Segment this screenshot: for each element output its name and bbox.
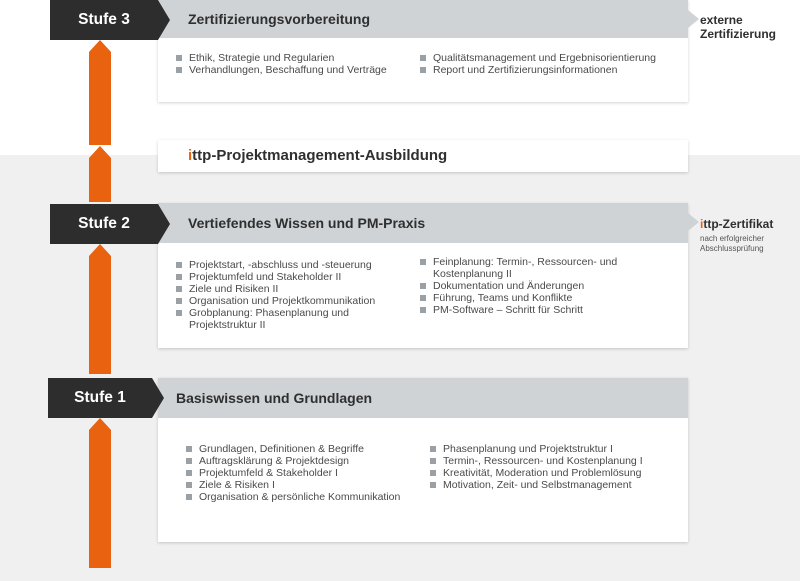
- list-item: Projektumfeld & Stakeholder I: [186, 467, 406, 479]
- program-banner: [158, 140, 688, 172]
- bullet-icon: [186, 446, 192, 452]
- stufe3-side-label: externe Zertifizierung: [700, 13, 777, 41]
- list-item: Projektstart, -abschluss und -steuerung: [176, 259, 411, 271]
- stufe1-left-list: [186, 443, 406, 503]
- list-item: Dokumentation und Änderungen: [420, 280, 660, 292]
- bullet-icon: [430, 470, 436, 476]
- stufe3-badge: Stufe 3: [50, 0, 158, 40]
- badge-arrow-icon: [158, 0, 170, 40]
- list-item: Ziele und Risiken II: [176, 283, 411, 295]
- bullet-icon: [420, 259, 426, 265]
- orange-bar-stufe3-lower: [89, 146, 111, 202]
- stufe3-title: Zertifizierungsvorbereitung: [188, 11, 371, 27]
- list-item: Verhandlungen, Beschaffung und Verträge: [176, 64, 401, 76]
- badge-arrow-icon: [152, 378, 164, 418]
- list-item: Ethik, Strategie und Regularien: [176, 52, 401, 64]
- orange-bar-stufe1: [89, 418, 111, 568]
- orange-bar-stufe2: [89, 244, 111, 374]
- stufe2-title: Vertiefendes Wissen und PM-Praxis: [188, 215, 426, 231]
- list-item: Report und Zertifizierungsinformationen: [420, 64, 660, 76]
- orange-bar-stufe3: [89, 40, 111, 145]
- bullet-icon: [176, 298, 182, 304]
- bullet-icon: [176, 286, 182, 292]
- stufe3-right-list: [420, 52, 660, 76]
- stufe2-card: [158, 203, 688, 348]
- list-item: Auftragsklärung & Projektdesign: [186, 455, 406, 467]
- list-item: Ziele & Risiken I: [186, 479, 406, 491]
- stufe1-card: [158, 378, 688, 542]
- bullet-icon: [176, 262, 182, 268]
- list-item: Motivation, Zeit- und Selbstmanagement: [430, 479, 660, 491]
- bullet-icon: [186, 494, 192, 500]
- stufe1-right-list: [430, 443, 660, 491]
- bullet-icon: [430, 446, 436, 452]
- stufe2-side-arrow-icon: [688, 213, 699, 231]
- list-item: Phasenplanung und Projektstruktur I: [430, 443, 660, 455]
- bullet-icon: [176, 310, 182, 316]
- list-item: Organisation & persönliche Kommunikation: [186, 491, 406, 503]
- list-item: Organisation und Projektkommunikation: [176, 295, 411, 307]
- bullet-icon: [176, 274, 182, 280]
- list-item: Kreativität, Moderation und Problemlösung: [430, 467, 660, 479]
- stufe2-side-label: ittp-Zertifikat: [700, 217, 774, 231]
- bullet-icon: [420, 295, 426, 301]
- program-title: ittp-Projektmanagement-Ausbildung: [188, 147, 448, 164]
- bullet-icon: [430, 458, 436, 464]
- list-item: Feinplanung: Termin-, Ressourcen- und Kostenplanung II: [420, 256, 660, 280]
- bullet-icon: [186, 470, 192, 476]
- bullet-icon: [186, 482, 192, 488]
- bullet-icon: [420, 283, 426, 289]
- bullet-icon: [420, 307, 426, 313]
- bullet-icon: [176, 67, 182, 73]
- stufe2-badge: Stufe 2: [50, 204, 158, 244]
- list-item: Grobplanung: Phasenplanung und Projektstruktur II: [176, 307, 411, 331]
- bullet-icon: [430, 482, 436, 488]
- bullet-icon: [420, 55, 426, 61]
- list-item: Termin-, Ressourcen- und Kostenplanung I: [430, 455, 660, 467]
- list-item: Projektumfeld und Stakeholder II: [176, 271, 411, 283]
- stufe3-card: [158, 0, 688, 102]
- bullet-icon: [176, 55, 182, 61]
- stufe2-right-list: [420, 256, 660, 316]
- stufe2-left-list: [176, 259, 411, 331]
- stufe3-side-arrow-icon: [688, 10, 699, 28]
- stufe2-side-note: nach erfolgreicher Abschlussprüfung: [700, 234, 765, 253]
- stufe1-badge: Stufe 1: [48, 378, 152, 418]
- badge-arrow-icon: [158, 204, 170, 244]
- list-item: Grundlagen, Definitionen & Begriffe: [186, 443, 406, 455]
- bullet-icon: [420, 67, 426, 73]
- bullet-icon: [186, 458, 192, 464]
- stufe1-title: Basiswissen und Grundlagen: [176, 390, 373, 406]
- list-item: Führung, Teams und Konflikte: [420, 292, 660, 304]
- stufe3-left-list: [176, 52, 401, 76]
- list-item: Qualitätsmanagement und Ergebnisorientierung: [420, 52, 660, 64]
- list-item: PM-Software – Schritt für Schritt: [420, 304, 660, 316]
